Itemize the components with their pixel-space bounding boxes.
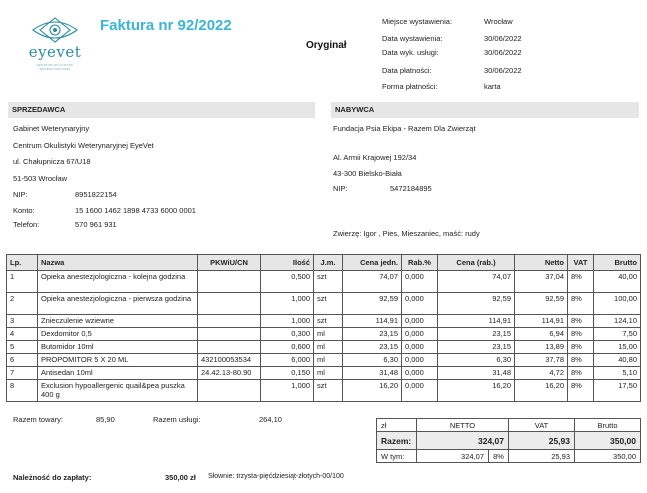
cell-unit: ml	[314, 341, 343, 354]
cell-gross: 15,00	[594, 341, 641, 354]
summary-total-brutto: 350,00	[575, 432, 641, 450]
amount-due-in-words: Słownie: trzysta-pięćdziesiąt-złotych-00/100	[208, 473, 344, 480]
seller-name-2: Centrum Okulistyki Weterynaryjnej EyeVet	[13, 141, 154, 150]
goods-total-value: 85,90	[96, 415, 115, 424]
goods-total-label: Razem towary:	[13, 415, 64, 424]
seller-nip: 8951822154	[75, 190, 117, 199]
cell-name: Znieczulenie wziewne	[38, 315, 198, 328]
cell-vat: 8%	[568, 293, 594, 315]
cell-unit-price: 114,91	[343, 315, 402, 328]
summary-including-label: W tym:	[377, 450, 417, 463]
cell-pkwiu: 432100053534	[198, 354, 261, 367]
summary-total-netto: 324,07	[417, 432, 509, 450]
cell-qty: 0,150	[261, 367, 314, 380]
seller-heading: SPRZEDAWCA	[8, 102, 315, 118]
table-row	[7, 354, 641, 367]
col-header-pkwiu: PKWiU/CN	[198, 255, 261, 271]
seller-account-label: Konto:	[13, 206, 35, 215]
buyer-nip-label: NIP:	[333, 184, 348, 193]
meta-row-place	[382, 17, 632, 27]
cell-qty: 1,000	[261, 380, 314, 402]
services-total-value: 264,10	[259, 415, 282, 424]
vat-summary-table	[376, 418, 641, 463]
cell-discount: 0,000	[402, 367, 438, 380]
table-row	[7, 367, 641, 380]
summary-including-brutto: 350,00	[575, 450, 641, 463]
cell-pkwiu	[198, 315, 261, 328]
cell-unit-price: 6,30	[343, 354, 402, 367]
seller-account: 15 1600 1462 1898 4733 6000 0001	[75, 206, 196, 215]
cell-lp: 1	[7, 271, 38, 293]
cell-vat: 8%	[568, 367, 594, 380]
cell-gross: 124,10	[594, 315, 641, 328]
cell-lp: 6	[7, 354, 38, 367]
cell-unit-price: 92,59	[343, 293, 402, 315]
cell-discounted-price: 74,07	[438, 271, 515, 293]
cell-lp: 8	[7, 380, 38, 402]
cell-discounted-price: 23,15	[438, 341, 515, 354]
meta-row-payment-method	[382, 82, 632, 92]
cell-net: 37,78	[515, 354, 568, 367]
cell-unit: szt	[314, 315, 343, 328]
table-row	[7, 328, 641, 341]
meta-value: karta	[484, 82, 501, 91]
cell-pkwiu	[198, 328, 261, 341]
cell-qty: 0,600	[261, 341, 314, 354]
cell-vat: 8%	[568, 354, 594, 367]
col-header-name: Nazwa	[38, 255, 198, 271]
meta-label: Forma płatności:	[382, 82, 438, 91]
cell-qty: 6,000	[261, 354, 314, 367]
table-row	[7, 315, 641, 328]
seller-name-1: Gabinet Weterynaryjny	[13, 124, 90, 133]
logo-tagline: CENTRUM OKULISTYKI WETERYNARYJNEJ	[36, 63, 74, 71]
cell-net: 16,20	[515, 380, 568, 402]
meta-value: 30/06/2022	[484, 66, 522, 75]
cell-discounted-price: 6,30	[438, 354, 515, 367]
meta-label: Data wyk. usługi:	[382, 48, 439, 57]
cell-qty: 1,000	[261, 315, 314, 328]
cell-discount: 0,000	[402, 341, 438, 354]
cell-discount: 0,000	[402, 293, 438, 315]
summary-including-vat: 25,93	[509, 450, 575, 463]
cell-vat: 8%	[568, 328, 594, 341]
cell-qty: 0,500	[261, 271, 314, 293]
summary-total-vat: 25,93	[509, 432, 575, 450]
summary-header-brutto: Brutto	[575, 419, 641, 432]
seller-phone-label: Telefon:	[13, 220, 40, 229]
cell-pkwiu	[198, 271, 261, 293]
buyer-name: Fundacja Psia Ekipa - Razem Dla Zwierząt	[333, 124, 476, 133]
cell-vat: 8%	[568, 380, 594, 402]
col-header-discount: Rab.%	[402, 255, 438, 271]
cell-unit-price: 74,07	[343, 271, 402, 293]
meta-row-issue-date	[382, 34, 632, 44]
cell-discount: 0,000	[402, 380, 438, 402]
summary-including-row	[377, 450, 641, 463]
col-header-unit: J.m.	[314, 255, 343, 271]
cell-discount: 0,000	[402, 354, 438, 367]
cell-gross: 100,00	[594, 293, 641, 315]
cell-pkwiu	[198, 341, 261, 354]
cell-discount: 0,000	[402, 328, 438, 341]
seller-street: ul. Chałupnicza 67/U18	[13, 157, 91, 166]
cell-net: 114,91	[515, 315, 568, 328]
buyer-animal-info: Zwierzę: Igor , Pies, Mieszaniec, maść: rudy	[333, 229, 480, 238]
amount-due-label: Należność do zapłaty:	[13, 473, 92, 482]
cell-name: Opieka anestezjologiczna - kolejna godzina	[38, 271, 198, 293]
table-header-row	[7, 255, 641, 271]
cell-qty: 1,000	[261, 293, 314, 315]
cell-lp: 2	[7, 293, 38, 315]
cell-net: 13,89	[515, 341, 568, 354]
cell-discounted-price: 92,59	[438, 293, 515, 315]
summary-header-vat: VAT	[509, 419, 575, 432]
col-header-discounted-price: Cena (rab.)	[438, 255, 515, 271]
table-row	[7, 293, 641, 315]
col-header-vat: VAT	[568, 255, 594, 271]
cell-unit: szt	[314, 380, 343, 402]
eyevet-logo-icon	[28, 16, 82, 44]
cell-pkwiu	[198, 380, 261, 402]
summary-including-netto: 324,07	[417, 450, 489, 463]
meta-label: Data płatności:	[382, 66, 432, 75]
col-header-net: Netto	[515, 255, 568, 271]
cell-lp: 5	[7, 341, 38, 354]
invoice-copy-type: Oryginał	[306, 40, 347, 51]
cell-lp: 3	[7, 315, 38, 328]
amount-due-value: 350,00 zł	[165, 473, 196, 482]
table-row	[7, 341, 641, 354]
cell-vat: 8%	[568, 341, 594, 354]
cell-net: 6,94	[515, 328, 568, 341]
meta-row-service-date	[382, 48, 632, 58]
logo-brand-text: eyevet	[28, 43, 82, 61]
services-total-label: Razem usługi:	[153, 415, 201, 424]
col-header-unit-price: Cena jedn.	[343, 255, 402, 271]
cell-unit: szt	[314, 293, 343, 315]
cell-net: 37,04	[515, 271, 568, 293]
cell-discounted-price: 31,48	[438, 367, 515, 380]
summary-total-label: Razem:	[377, 432, 417, 450]
cell-qty: 0,300	[261, 328, 314, 341]
cell-gross: 7,50	[594, 328, 641, 341]
cell-gross: 40,00	[594, 271, 641, 293]
cell-unit: szt	[314, 271, 343, 293]
invoice-title: Faktura nr 92/2022	[100, 17, 232, 34]
cell-discount: 0,000	[402, 315, 438, 328]
meta-value: 30/06/2022	[484, 48, 522, 57]
cell-name: Butomidor 10ml	[38, 341, 198, 354]
seller-phone: 570 961 931	[75, 220, 117, 229]
col-header-lp: Lp.	[7, 255, 38, 271]
buyer-city: 43-300 Bielsko-Biała	[333, 169, 402, 178]
cell-vat: 8%	[568, 271, 594, 293]
table-row	[7, 271, 641, 293]
meta-value: Wrocław	[484, 17, 513, 26]
cell-pkwiu	[198, 293, 261, 315]
meta-row-payment-date	[382, 66, 632, 76]
summary-header-netto: NETTO	[417, 419, 509, 432]
cell-net: 4,72	[515, 367, 568, 380]
cell-discounted-price: 23,15	[438, 328, 515, 341]
cell-name: Dexdomitor 0,5	[38, 328, 198, 341]
cell-discount: 0,000	[402, 271, 438, 293]
summary-including-rate: 8%	[489, 450, 509, 463]
company-logo	[20, 16, 90, 76]
summary-currency: zł	[377, 419, 417, 432]
summary-total-row	[377, 432, 641, 450]
cell-lp: 7	[7, 367, 38, 380]
cell-gross: 5,10	[594, 367, 641, 380]
buyer-nip: 5472184895	[390, 184, 432, 193]
cell-pkwiu: 24.42.13-80.90	[198, 367, 261, 380]
cell-name: Antisedan 10ml	[38, 367, 198, 380]
cell-unit-price: 23,15	[343, 341, 402, 354]
cell-unit-price: 16,20	[343, 380, 402, 402]
cell-unit: ml	[314, 367, 343, 380]
col-header-qty: Ilość	[261, 255, 314, 271]
cell-discounted-price: 114,91	[438, 315, 515, 328]
cell-lp: 4	[7, 328, 38, 341]
cell-discounted-price: 16,20	[438, 380, 515, 402]
seller-nip-label: NIP:	[13, 190, 28, 199]
meta-value: 30/06/2022	[484, 34, 522, 43]
cell-name: Opieka anestezjologiczna - pierwsza godzina	[38, 293, 198, 315]
cell-net: 92,59	[515, 293, 568, 315]
buyer-heading: NABYWCA	[331, 102, 639, 118]
summary-header-row	[377, 419, 641, 432]
buyer-street: Al. Armii Krajowej 192/34	[333, 153, 417, 162]
seller-city: 51-503 Wrocław	[13, 174, 68, 183]
col-header-gross: Brutto	[594, 255, 641, 271]
cell-unit-price: 31,48	[343, 367, 402, 380]
cell-name: PROPOMITOR 5 X 20 ML	[38, 354, 198, 367]
table-row	[7, 380, 641, 402]
cell-gross: 40,80	[594, 354, 641, 367]
cell-gross: 17,50	[594, 380, 641, 402]
meta-label: Data wystawienia:	[382, 34, 443, 43]
cell-unit: ml	[314, 328, 343, 341]
cell-unit-price: 23,15	[343, 328, 402, 341]
meta-label: Miejsce wystawienia:	[382, 17, 453, 26]
invoice-items-table	[6, 254, 641, 402]
cell-unit: ml	[314, 354, 343, 367]
cell-vat: 8%	[568, 315, 594, 328]
cell-name: Exclusion hypoallergenic quail&pea puszka 400 g	[38, 380, 198, 402]
